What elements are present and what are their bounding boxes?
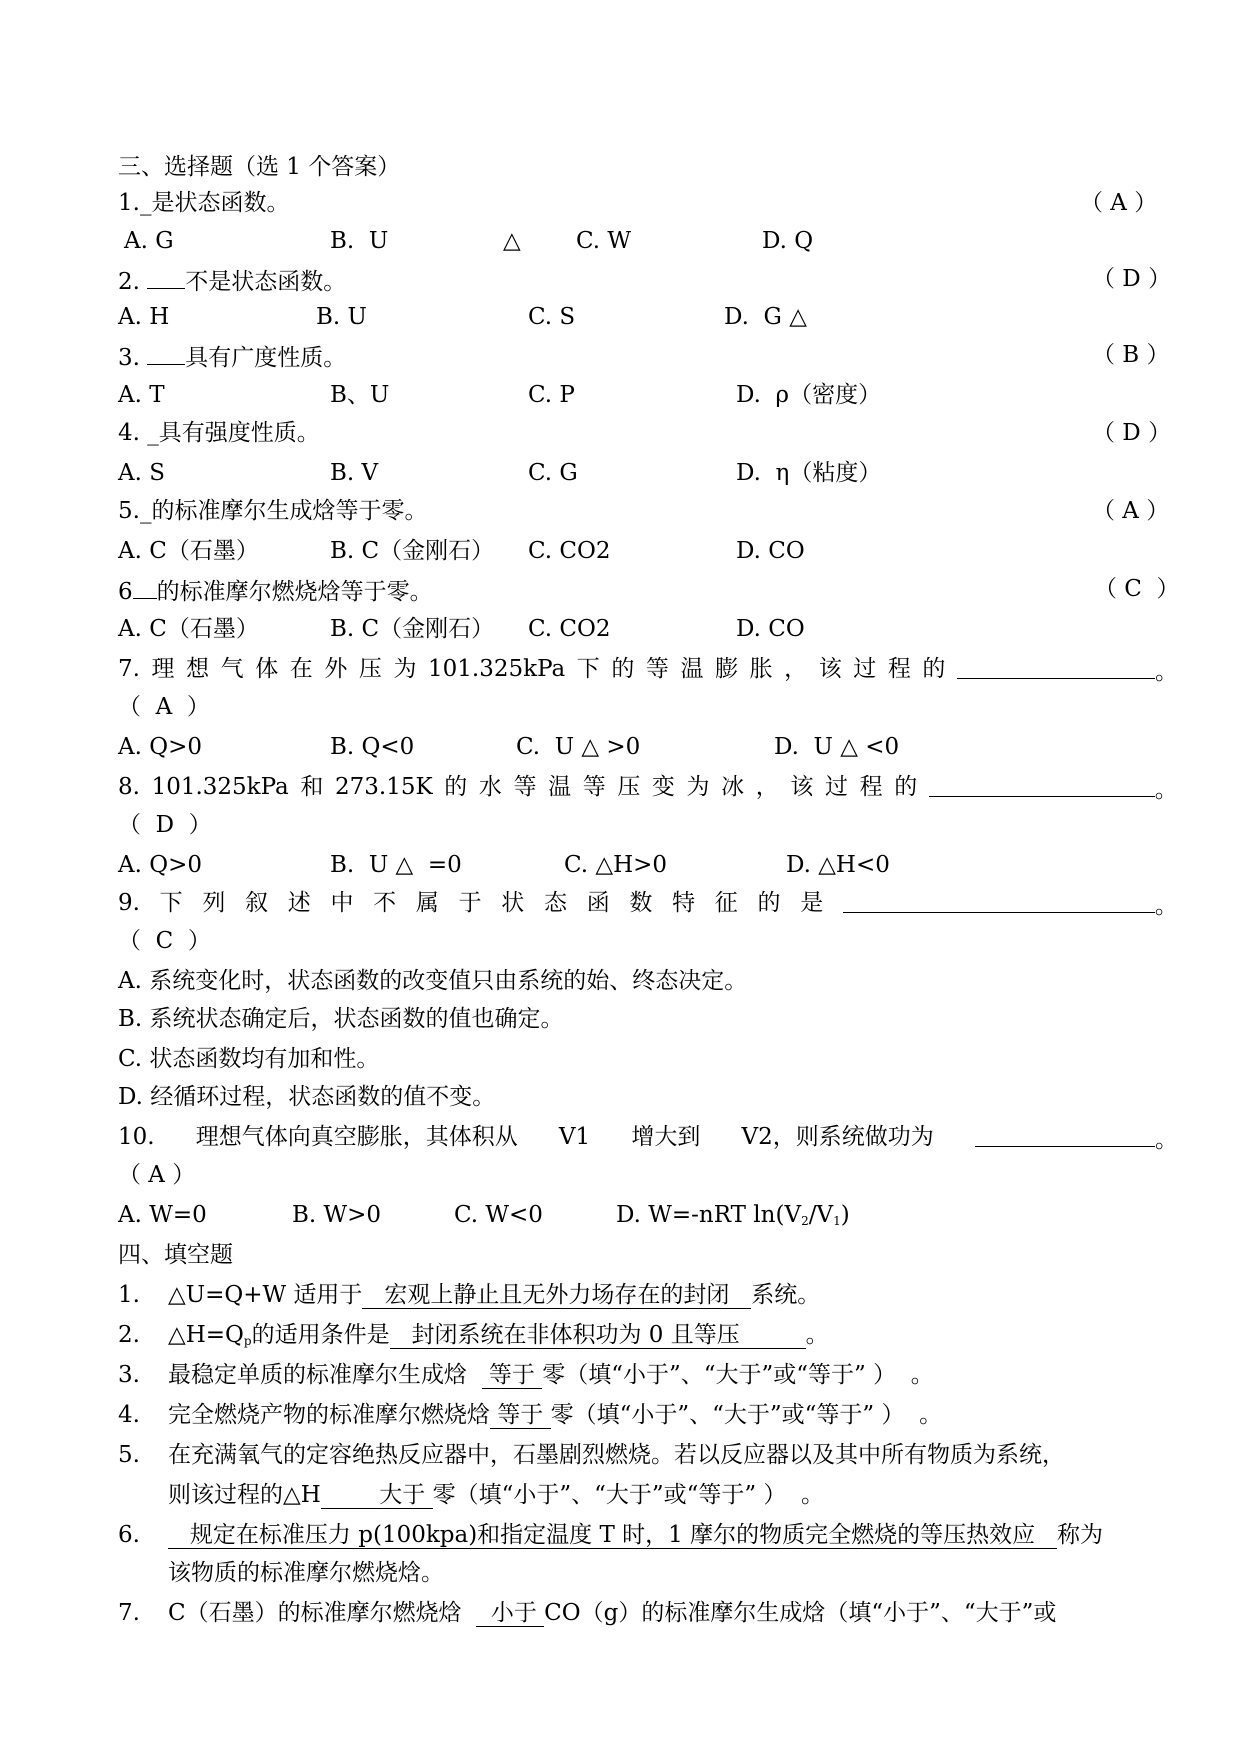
q3-option-c: C. P xyxy=(528,382,575,408)
q5-option-a: A. C（石墨） xyxy=(118,538,259,564)
section-title-choice: 三、选择题（选 1 个答案） xyxy=(118,154,401,180)
question-7-answer: （ A ） xyxy=(118,694,210,720)
question-5-answer: （ A ） xyxy=(1092,498,1170,524)
q1-option-d: D. Q xyxy=(762,228,814,254)
q2-option-a: A. H xyxy=(118,304,170,330)
q7-option-c: C. U △ >0 xyxy=(516,734,641,760)
q3-option-d: D. ρ（密度） xyxy=(736,382,882,408)
triangle-symbol: △ xyxy=(503,228,521,254)
question-6-answer: （ C ） xyxy=(1094,576,1180,602)
q7-option-d: D. U △ <0 xyxy=(774,734,900,760)
question-2-stem: 2. 不是状态函数。 xyxy=(118,264,346,294)
q2-option-b: B. U xyxy=(316,304,367,330)
q4-option-d: D. η（粘度） xyxy=(736,460,882,486)
q2-option-d: D. G △ xyxy=(724,304,807,330)
q9-option-d: D. 经循环过程，状态函数的值不变。 xyxy=(118,1084,496,1110)
q10-option-a: A. W=0 xyxy=(118,1202,207,1228)
question-9-stem: 9. 下 列 叙 述 中 不 属 于 状 态 函 数 特 征 的 是 。 xyxy=(118,890,1178,919)
fill-6-text: 规定在标准压力 p(100kpa)和指定温度 T 时，1 摩尔的物质完全燃烧的等压热效应 称为 xyxy=(168,1522,1104,1548)
fill-3-num: 3. xyxy=(118,1362,140,1388)
fill-2-answer: 封闭系统在非体积功为 0 且等压 xyxy=(389,1322,806,1348)
fill-1-text: △U=Q+W 适用于 宏观上静止且无外力场存在的封闭 系统。 xyxy=(168,1282,821,1308)
q1-option-b: B. U xyxy=(330,228,389,254)
question-8-answer: （ D ） xyxy=(118,812,212,838)
fill-7-text: C（石墨）的标准摩尔燃烧焓 小于 CO（g）的标准摩尔生成焓（填“小于”、“大于”或 xyxy=(168,1600,1057,1626)
question-8-stem: 8. 101.325kPa 和 273.15K 的 水 等 温 等 压 变 为 冰 ， 该 过 程 的 。 xyxy=(118,774,1178,803)
q4-option-a: A. S xyxy=(118,460,165,486)
fill-6-line2: 该物质的标准摩尔燃烧焓。 xyxy=(168,1560,444,1586)
fill-4-num: 4. xyxy=(118,1402,140,1428)
fill-3-answer: 等于 xyxy=(481,1362,543,1388)
question-1-stem: 1._是状态函数。 xyxy=(118,190,290,216)
fill-5-line1: 在充满氧气的定容绝热反应器中，石墨剧烈燃烧。若以反应器以及其中所有物质为系统， xyxy=(168,1442,1065,1468)
q5-option-d: D. CO xyxy=(736,538,805,564)
q6-option-a: A. C（石墨） xyxy=(118,616,259,642)
q10-option-c: C. W<0 xyxy=(454,1202,543,1228)
question-4-stem: 4. _具有强度性质。 xyxy=(118,420,320,446)
question-2-answer: （ D ） xyxy=(1092,266,1172,292)
fill-4-text: 完全燃烧产物的标准摩尔燃烧焓 等于 零（填“小于”、“大于”或“等于” ） 。 xyxy=(168,1402,943,1428)
question-7-stem: 7. 理 想 气 体 在 外 压 为 101.325kPa 下 的 等 温 膨 胀 ， 该 过 程 的 。 xyxy=(118,656,1178,685)
section-title-fill: 四、填空题 xyxy=(118,1242,233,1268)
fill-2-num: 2. xyxy=(118,1322,140,1348)
q7-option-b: B. Q<0 xyxy=(330,734,415,760)
q9-option-b: B. 系统状态确定后，状态函数的值也确定。 xyxy=(118,1006,564,1032)
q7-option-a: A. Q>0 xyxy=(118,734,202,760)
q5-option-b: B. C（金刚石） xyxy=(330,538,495,564)
fill-6-num: 6. xyxy=(118,1522,140,1548)
q1-option-a: A. G xyxy=(124,228,174,254)
q9-option-a: A. 系统变化时，状态函数的改变值只由系统的始、终态决定。 xyxy=(118,968,748,994)
question-5-stem: 5._的标准摩尔生成焓等于零。 xyxy=(118,498,428,524)
question-4-answer: （ D ） xyxy=(1092,420,1172,446)
fill-7-answer: 小于 xyxy=(476,1600,545,1626)
q3-option-a: A. T xyxy=(118,382,165,408)
fill-1-num: 1. xyxy=(118,1282,140,1308)
question-1-answer: （ A ） xyxy=(1080,190,1158,216)
q6-option-d: D. CO xyxy=(736,616,805,642)
q6-option-b: B. C（金刚石） xyxy=(330,616,495,642)
q4-option-b: B. V xyxy=(330,460,379,486)
q6-option-c: C. CO2 xyxy=(528,616,611,642)
q8-option-c: C. △H>0 xyxy=(564,852,668,878)
question-10-stem: 10. 理想气体向真空膨胀，其体积从 V1 增大到 V2，则系统做功为 。 xyxy=(118,1124,1178,1153)
q4-option-c: C. G xyxy=(528,460,578,486)
q8-option-d: D. △H<0 xyxy=(786,852,890,878)
fill-3-text: 最稳定单质的标准摩尔生成焓 等于 零（填“小于”、“大于”或“等于” ） 。 xyxy=(168,1362,934,1388)
q1-option-c: C. W xyxy=(576,228,632,254)
question-6-stem: 6 的标准摩尔燃烧焓等于零。 xyxy=(118,574,433,604)
fill-5-answer: 大于 xyxy=(320,1482,433,1508)
fill-5-line2: 则该过程的△H 大于 零（填“小于”、“大于”或“等于” ） 。 xyxy=(168,1482,825,1508)
fill-7-num: 7. xyxy=(118,1600,140,1626)
q9-option-c: C. 状态函数均有加和性。 xyxy=(118,1046,380,1072)
q3-option-b: B、U xyxy=(330,382,390,408)
fill-2-text: $\triangle H=Q_p$的适用条件是 封闭系统在非体积功为 0 且等压 。 xyxy=(168,1322,829,1348)
question-9-answer: （ C ） xyxy=(118,928,211,954)
question-3-answer: （ B ） xyxy=(1092,342,1170,368)
fill-4-answer: 等于 xyxy=(490,1402,551,1428)
q2-option-c: C. S xyxy=(528,304,576,330)
q8-option-b: B. U △ =0 xyxy=(330,852,462,878)
question-3-stem: 3. 具有广度性质。 xyxy=(118,340,346,370)
fill-5-num: 5. xyxy=(118,1442,140,1468)
fill-6-answer: 规定在标准压力 p(100kpa)和指定温度 T 时，1 摩尔的物质完全燃烧的等压热效应 xyxy=(168,1522,1058,1548)
fill-1-answer: 宏观上静止且无外力场存在的封闭 xyxy=(362,1282,752,1308)
question-10-answer: （ A ） xyxy=(118,1162,196,1188)
q10-option-d: D. W=-nRT $\ln(V_2/V_1)$ xyxy=(616,1202,850,1228)
q5-option-c: C. CO2 xyxy=(528,538,611,564)
q10-option-b: B. W>0 xyxy=(292,1202,382,1228)
q8-option-a: A. Q>0 xyxy=(118,852,202,878)
